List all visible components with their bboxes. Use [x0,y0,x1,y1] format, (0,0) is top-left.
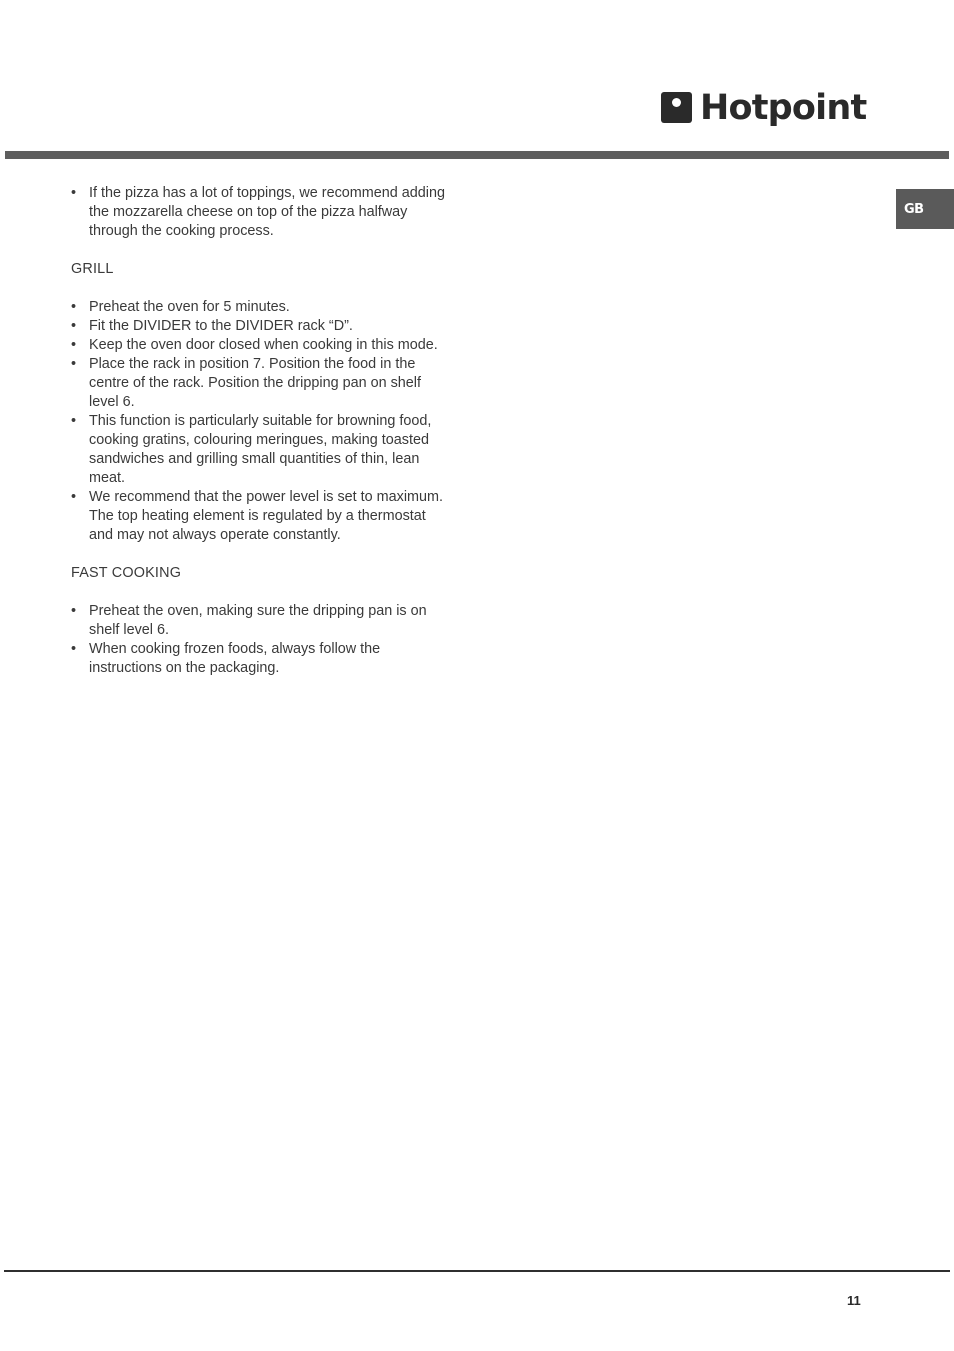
list-item: • Preheat the oven, making sure the dripping pan is on shelf level 6. [71,603,427,638]
list-item: • Place the rack in position 7. Position the food in the centre of the rack. Position the dripping pan on shelf level 6. [71,356,421,410]
bullet-icon: • [71,356,77,372]
header-divider-bar [5,151,949,159]
list-item: • If the pizza has a lot of toppings, we recommend adding the mozzarella cheese on top of the pizza halfway through the cooking process. [71,185,445,239]
section-heading-fast-cooking: FAST COOKING [71,565,182,581]
list-item: • This function is particularly suitable for browning food, cooking gratins, colouring meringues, making toasted sandwiches and grilling small quantities of thin, lean meat. [71,413,432,486]
list-item: • When cooking frozen foods, always follow the instructions on the packaging. [71,641,381,676]
bullet-icon: • [71,337,77,353]
list-item: • Fit the DIVIDER to the DIVIDER rack “D”. [71,318,353,334]
document-body [71,184,451,678]
bullet-icon: • [71,318,77,334]
brand-logo [661,86,866,130]
bullet-icon: • [71,489,77,505]
bullet-list-grill [71,298,451,545]
brand-name: Hotpoint [700,87,867,128]
bullet-icon: • [71,299,77,315]
page-number: 11 [847,1293,861,1308]
bullet-icon: • [71,641,77,657]
section-heading-grill: GRILL [71,261,114,277]
bullet-list-intro [71,184,451,241]
hotpoint-logo-mark-icon [661,92,692,123]
list-item: • Keep the oven door closed when cooking in this mode. [71,337,438,353]
bullet-icon: • [71,603,77,619]
bullet-list-fast-cooking [71,602,451,678]
footer-divider [4,1270,950,1272]
list-item: • We recommend that the power level is set to maximum. The top heating element is regulated by a thermostat and may not always operate constantly. [71,489,444,543]
language-tab: GB [896,189,954,229]
bullet-icon: • [71,185,77,201]
list-item: • Preheat the oven for 5 minutes. [71,299,290,315]
bullet-icon: • [71,413,77,429]
